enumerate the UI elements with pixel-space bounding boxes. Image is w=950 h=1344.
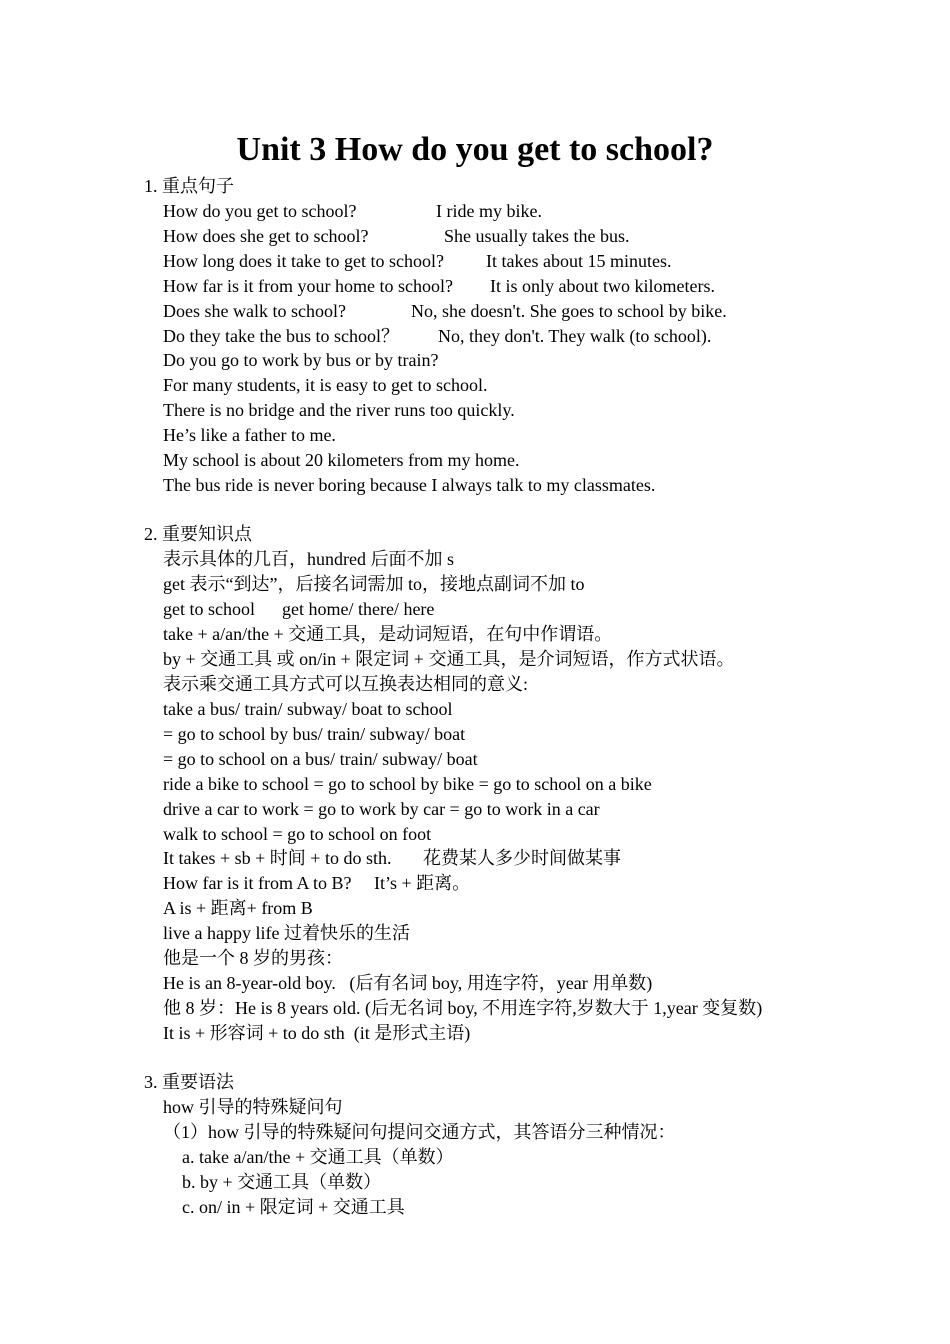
knowledge-line: 他 8 岁：He is 8 years old. (后无名词 boy, 不用连字符,岁数大于 1,year 变复数) [163, 998, 763, 1018]
grammar-point: （1）how 引导的特殊疑问句提问交通方式，其答语分三种情况： [163, 1122, 676, 1142]
knowledge-line: It is + 形容词 + to do sth (it 是形式主语) [163, 1023, 471, 1043]
section-3-heading: 3. 重要语法 [144, 1072, 234, 1092]
section-1-heading: 1. 重点句子 [144, 176, 234, 196]
knowledge-line: 他是一个 8 岁的男孩： [163, 948, 343, 968]
sentence-answer: I ride my bike. [436, 201, 542, 221]
section-2-heading: 2. 重要知识点 [144, 524, 252, 544]
knowledge-line: = go to school by bus/ train/ subway/ boat [163, 724, 466, 744]
knowledge-line: 表示乘交通工具方式可以互换表达相同的意义: [163, 674, 528, 694]
sentence-answer: No, she doesn't. She goes to school by bike. [411, 301, 727, 321]
sentence-line: For many students, it is easy to get to school. [163, 375, 488, 395]
knowledge-line: A is + 距离+ from B [163, 898, 313, 918]
knowledge-line: drive a car to work = go to work by car = go to work in a car [163, 799, 600, 819]
knowledge-line: It takes + sb + 时间 + to do sth. 花费某人多少时间做某事 [163, 848, 621, 868]
knowledge-line: ride a bike to school = go to school by bike = go to school on a bike [163, 774, 652, 794]
sentence-line: Do you go to work by bus or by train? [163, 350, 439, 370]
sentence-line: There is no bridge and the river runs too quickly. [163, 400, 515, 420]
knowledge-line: get 表示“到达”，后接名词需加 to，接地点副词不加 to [163, 574, 585, 594]
knowledge-line: take a bus/ train/ subway/ boat to school [163, 699, 453, 719]
grammar-intro: how 引导的特殊疑问句 [163, 1097, 343, 1117]
grammar-item: c. on/ in + 限定词 + 交通工具 [182, 1197, 405, 1217]
sentence-question: How does she get to school? [163, 226, 369, 246]
sentence-line: The bus ride is never boring because I always talk to my classmates. [163, 475, 656, 495]
sentence-line: He’s like a father to me. [163, 425, 336, 445]
knowledge-line: How far is it from A to B? It’s + 距离。 [163, 873, 471, 893]
knowledge-line: = go to school on a bus/ train/ subway/ boat [163, 749, 478, 769]
document-title: Unit 3 How do you get to school? [236, 131, 714, 168]
sentence-question: Do they take the bus to school？ [163, 326, 399, 346]
sentence-answer: It is only about two kilometers. [490, 276, 715, 296]
knowledge-line: get to school get home/ there/ here [163, 599, 435, 619]
sentence-question: How far is it from your home to school? [163, 276, 453, 296]
grammar-item: a. take a/an/the + 交通工具（单数） [182, 1147, 454, 1167]
sentence-question: How do you get to school? [163, 201, 357, 221]
grammar-item: b. by + 交通工具（单数） [182, 1172, 382, 1192]
knowledge-line: 表示具体的几百，hundred 后面不加 s [163, 549, 454, 569]
knowledge-line: take + a/an/the + 交通工具，是动词短语，在句中作谓语。 [163, 624, 613, 644]
knowledge-line: He is an 8-year-old boy. (后有名词 boy, 用连字符，year 用单数) [163, 973, 653, 993]
knowledge-line: by + 交通工具 或 on/in + 限定词 + 交通工具，是介词短语，作方式状语。 [163, 649, 735, 669]
sentence-question: Does she walk to school? [163, 301, 346, 321]
sentence-line: My school is about 20 kilometers from my home. [163, 450, 520, 470]
sentence-answer: No, they don't. They walk (to school). [438, 326, 712, 346]
sentence-answer: She usually takes the bus. [444, 226, 630, 246]
sentence-answer: It takes about 15 minutes. [486, 251, 672, 271]
sentence-question: How long does it take to get to school? [163, 251, 444, 271]
knowledge-line: walk to school = go to school on foot [163, 824, 432, 844]
knowledge-line: live a happy life 过着快乐的生活 [163, 923, 410, 943]
